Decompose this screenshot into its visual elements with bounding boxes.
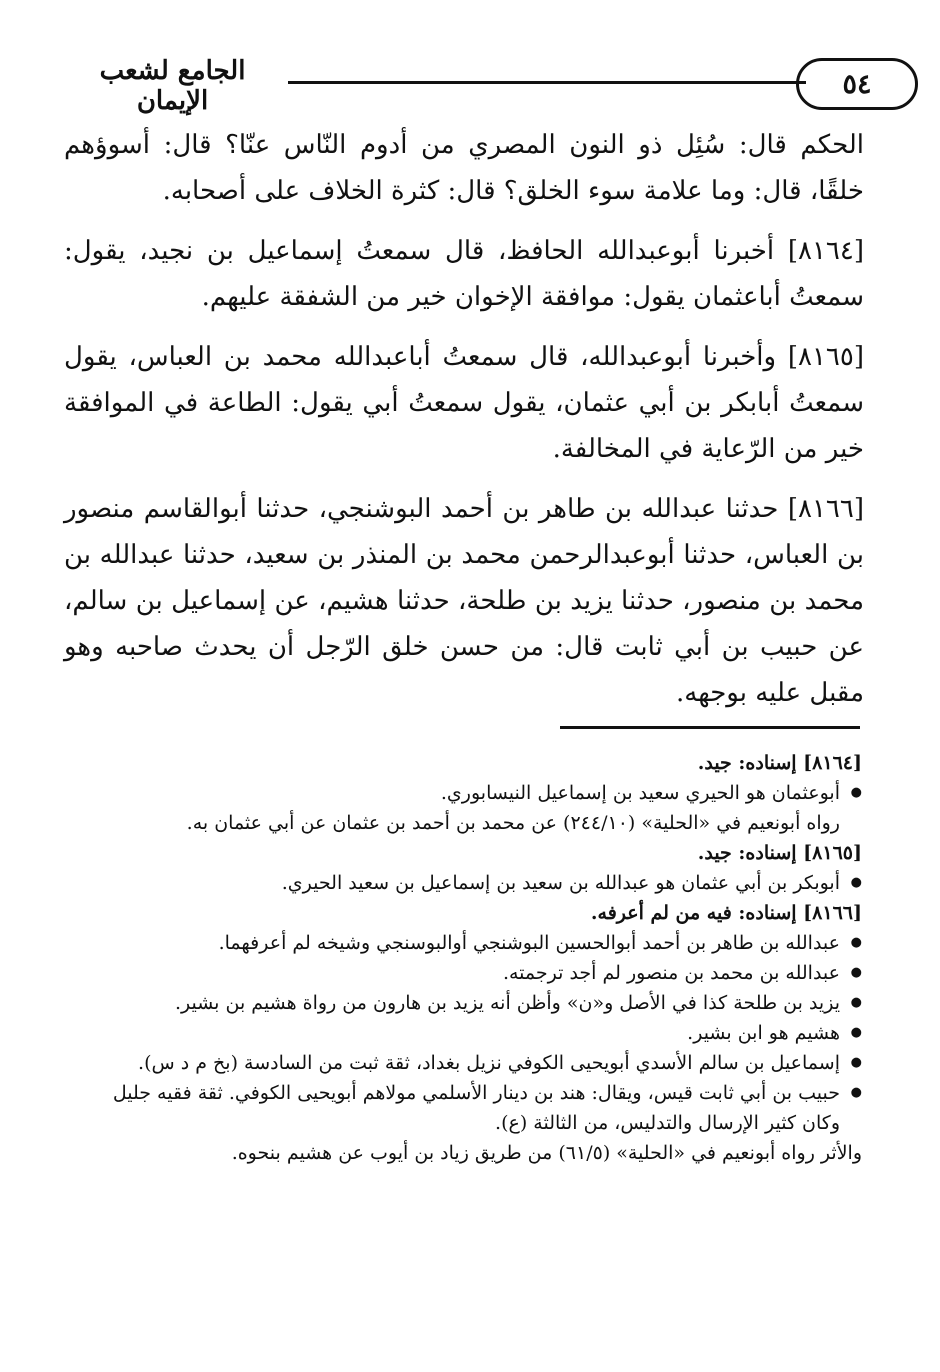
footnote-bullet: ● عبدالله بن محمد بن منصور لم أجد ترجمته. (100, 958, 862, 988)
footnote-bullet: ● أبوبكر بن أبي عثمان هو عبدالله بن سعيد بن إسماعيل بن سعيد الحيري. (100, 868, 862, 898)
footnote-bullet: ● يزيد بن طلحة كذا في الأصل و«ن» وأظن أنه يزيد بن هارون من رواة هشيم بن بشير. (100, 988, 862, 1018)
paragraph-8164: [٨١٦٤] أخبرنا أبوعبدالله الحافظ، قال سمعتُ إسماعيل بن نجيد، يقول: سمعتُ أباعثمان يقول: موافقة الإخوان خير من الشفقة عليهم. (64, 236, 864, 312)
page-header (60, 48, 872, 116)
footnote-8165-heading: [٨١٦٥] إسناده: جيد. (697, 842, 862, 864)
paragraph-8166: [٨١٦٦] حدثنا عبدالله بن طاهر بن أحمد البوشنجي، حدثنا أبوالقاسم منصور بن العباس، حدثنا أبوعبدالرحمن محمد بن المنذر بن سعيد، حدثنا عبدالله بن محمد بن منصور، حدثنا يزيد بن طلحة، حدثنا هشيم، عن إسماعيل بن سالم، عن حبيب بن أبي ثابت قال: من حسن خلق الرّجل أن يحدث صاحبه وهو مقبل عليه بوجهه. (64, 494, 864, 708)
footnote-8164-list (100, 778, 862, 808)
footnote-separator (560, 726, 860, 729)
page-number: ٥٤ (796, 58, 918, 110)
main-text (64, 122, 864, 730)
footnote-bullet: ● عبدالله بن طاهر بن أحمد أبوالحسين البوشنجي أوالبوسنجي وشيخه لم أعرفهما. (100, 928, 862, 958)
footnote-bullet: ● حبيب بن أبي ثابت قيس، ويقال: هند بن دينار الأسلمي مولاهم أبويحيى الكوفي. ثقة فقيه جليل وكان كثير الإرسال والتدليس، من الثالثة (ع). (100, 1078, 862, 1138)
paragraph-8165: [٨١٦٥] وأخبرنا أبوعبدالله، قال سمعتُ أباعبدالله محمد بن العباس، يقول سمعتُ أبابكر بن أبي عثمان، يقول سمعتُ أبي يقول: الطاعة في الموافقة خير من الرّعاية في المخالفة. (64, 342, 864, 464)
footnote-bullet: ● هشيم هو ابن بشير. (100, 1018, 862, 1048)
footnote-8166-list (100, 928, 862, 1138)
footnote-8166-source: والأثر رواه أبونعيم في «الحلية» (٦١/٥) من طريق زياد بن أيوب عن هشيم بنحوه. (231, 1142, 862, 1164)
footnote-bullet: ● إسماعيل بن سالم الأسدي أبويحيى الكوفي نزيل بغداد، ثقة ثبت من السادسة (بخ م د س). (100, 1048, 862, 1078)
running-title: الجامع لشعب الإيمان (99, 56, 246, 116)
paragraph-continuation: الحكم قال: سُئِل ذو النون المصري من أدوم النّاس عنّا؟ قال: أسوؤهم خلقًا، قال: وما علامة سوء الخلق؟ قال: كثرة الخلاف على أصحابه. (64, 130, 865, 206)
footnotes (100, 748, 862, 1168)
footnote-8166-heading: [٨١٦٦] إسناده: فيه من لم أعرفه. (590, 902, 862, 924)
footnote-8164-heading: [٨١٦٤] إسناده: جيد. (697, 752, 862, 774)
footnote-bullet: ● أبوعثمان هو الحيري سعيد بن إسماعيل النيسابوري. (100, 778, 862, 808)
footnote-8164-source: رواه أبونعيم في «الحلية» (٢٤٤/١٠) عن محمد بن أحمد بن عثمان عن أبي عثمان به. (186, 812, 840, 834)
header-rule (288, 81, 806, 84)
footnote-8165-list (100, 868, 862, 898)
